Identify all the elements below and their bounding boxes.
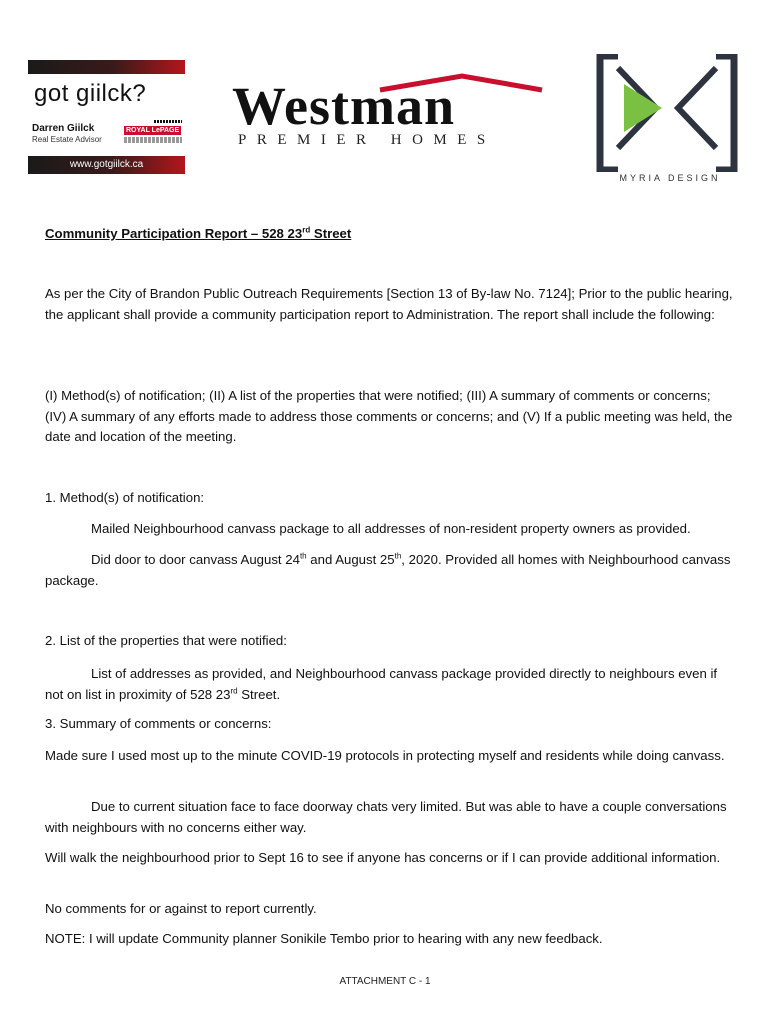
royal-lepage-mark: ROYAL LePAGE (126, 127, 180, 134)
westman-logo (230, 72, 545, 154)
giilck-website: www.gotgiilck.ca (28, 156, 185, 174)
myria-design-label: MYRIA DESIGN (619, 173, 721, 183)
intro-paragraph: As per the City of Brandon Public Outreach Requirements [Section 13 of By-law No. 7124]; Prior to the public hearing, the applicant shall provide a community participation report to Administration. The report shall include the following: (45, 286, 733, 322)
myria-m-icon (596, 54, 741, 172)
report-title: Community Participation Report – 528 23rd Street (45, 225, 352, 241)
section-3-paragraph-4: No comments for or against to report currently. (45, 901, 317, 916)
westman-subtitle: PREMIER HOMES (238, 132, 496, 148)
requirements-paragraph: (I) Method(s) of notification; (II) A list of the properties that were notified; (III) A summary of comments or concerns; (IV) A summary of any efforts made to address those comments or concerns; and (V) If a public meeting was held, the date and location of the meeting. (45, 388, 733, 444)
note-paragraph: NOTE: I will update Community planner Sonikile Tembo prior to hearing with any new feedback. (45, 931, 603, 946)
royal-lepage-fineprint (124, 137, 182, 143)
section-1-paragraph-1: Mailed Neighbourhood canvass package to all addresses of non-resident property owners as provided. (91, 521, 691, 536)
section-2-paragraph-1: List of addresses as provided, and Neighbourhood canvass package provided directly to neighbours even if not on list in proximity of 528 23rd Street. (45, 666, 718, 702)
section-3-heading: 3. Summary of comments or concerns: (45, 716, 272, 731)
giilck-tagline: got giilck? (34, 80, 147, 107)
section-3-paragraph-2: Due to current situation face to face doorway chats very limited. But was able to have a couple conversations with neighbours with no concerns either way. (45, 799, 727, 835)
attachment-footer: ATTACHMENT C - 1 (339, 976, 431, 987)
section-3-paragraph-3: Will walk the neighbourhood prior to Sept 16 to see if anyone has concerns or if I can provide additional information. (45, 850, 721, 865)
royal-lepage-logo (124, 116, 182, 146)
giilck-agent-name: Darren Giilck (32, 123, 95, 134)
giilck-logo (28, 60, 185, 174)
giilck-agent-role: Real Estate Advisor (32, 135, 102, 144)
section-1-paragraph-2: Did door to door canvass August 24th and August 25th, 2020. Provided all homes with Neighbourhood canvass package. (45, 551, 731, 588)
section-3-paragraph-1: Made sure I used most up to the minute COVID-19 protocols in protecting myself and residents while doing canvass. (45, 748, 725, 763)
section-2-heading: 2. List of the properties that were notified: (45, 633, 287, 648)
giilck-top-bar (28, 60, 185, 74)
myria-design-logo (596, 54, 741, 186)
section-1-heading: 1. Method(s) of notification: (45, 490, 205, 505)
royal-lepage-barcode-icon (154, 120, 182, 123)
westman-wordmark: Westman (232, 76, 455, 136)
